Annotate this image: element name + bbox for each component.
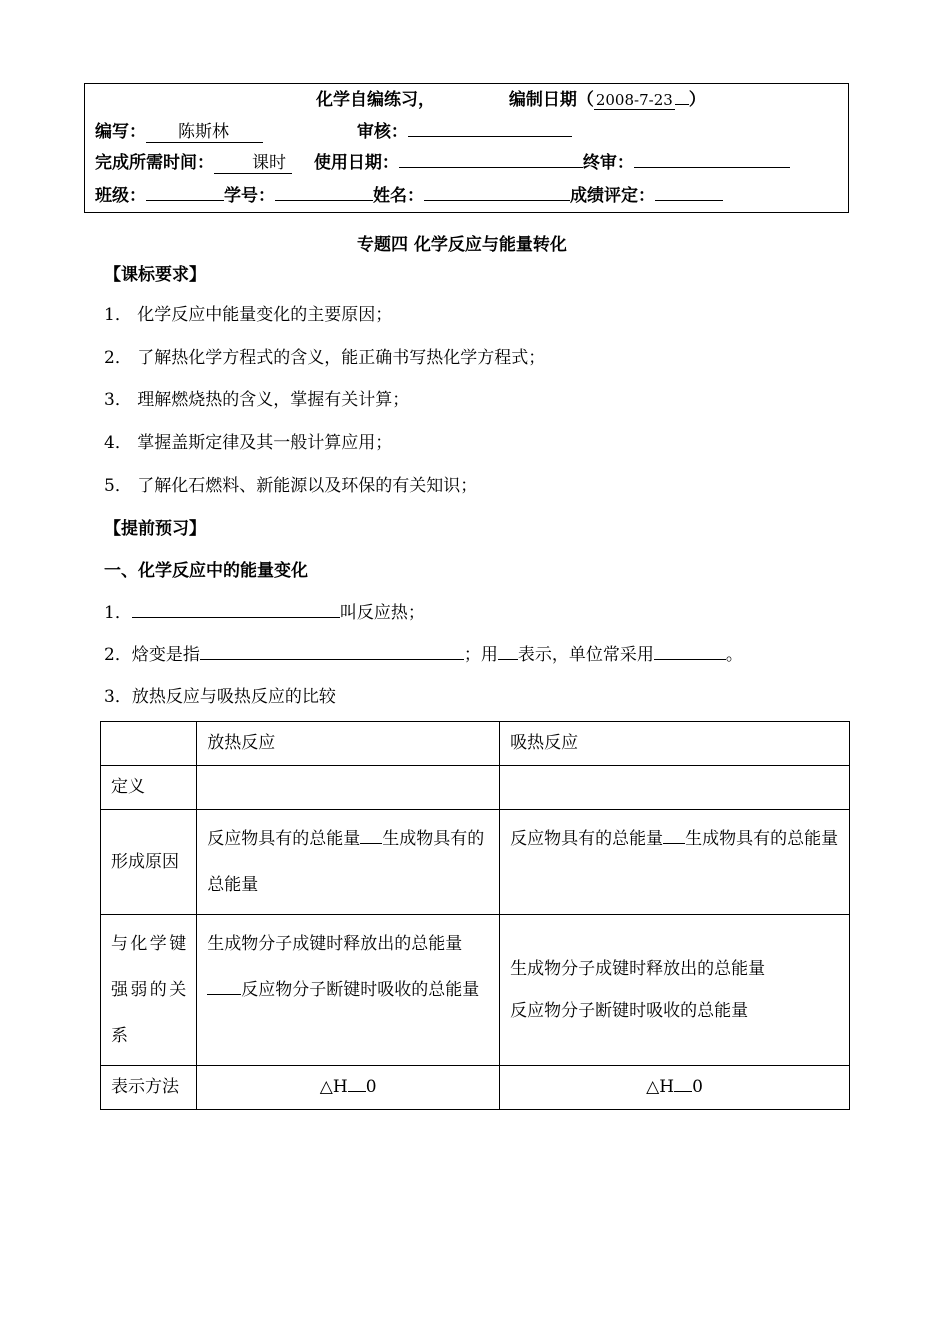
student-id-label: 学号： [224, 186, 275, 206]
cause-exo-blank[interactable] [360, 827, 382, 844]
bond-endo-text-b: 反应物分子断键时吸收的总能量 [510, 1001, 749, 1021]
row-label: 表示方法 [101, 1066, 197, 1110]
table-header-row [101, 722, 850, 766]
notation-endo-zero: 0 [692, 1077, 703, 1097]
header-title-row [316, 85, 706, 110]
review-label: 审核： [356, 122, 408, 142]
requirements-heading: 【课标要求】 [104, 265, 206, 285]
comparison-table [100, 721, 850, 1110]
table-row-definition [101, 766, 850, 810]
cause-exo-cell [197, 810, 500, 915]
use-date-field[interactable] [399, 149, 583, 168]
q1-number: 1． [104, 603, 132, 623]
cause-endo-text-b: 生成物具有的总能量 [685, 829, 839, 849]
row-label: 形成原因 [101, 810, 197, 915]
grade-field[interactable] [655, 182, 723, 201]
cause-exo-text-a: 反应物具有的总能量 [207, 829, 361, 849]
student-row [95, 181, 723, 206]
question-3: 3．放热反应与吸热反应的比较 [104, 687, 336, 707]
q2-prefix: 2．焓变是指 [104, 645, 200, 665]
time-row [95, 148, 790, 173]
requirement-item: 4． 掌握盖斯定律及其一般计算应用； [104, 433, 393, 453]
definition-exo-cell[interactable] [197, 766, 500, 810]
definition-endo-cell[interactable] [500, 766, 850, 810]
question-2 [104, 640, 743, 665]
bond-exo-blank[interactable] [207, 978, 241, 995]
header-title: 化学自编练习， [316, 90, 435, 110]
cause-endo-text-a: 反应物具有的总能量 [510, 829, 664, 849]
review-field[interactable] [408, 118, 572, 137]
class-label: 班级： [95, 186, 146, 206]
cause-endo-blank[interactable] [663, 827, 685, 844]
cause-endo-cell [500, 810, 850, 915]
q2-blank-3[interactable] [654, 642, 726, 660]
final-field[interactable] [634, 149, 790, 168]
notation-exo-blank[interactable] [348, 1075, 366, 1092]
header-cell-endothermic: 吸热反应 [500, 722, 850, 766]
date-close: ） [688, 90, 706, 110]
notation-endo-delta-h: △H [646, 1077, 675, 1097]
q2-mid-2: 表示，单位常采用 [517, 645, 654, 665]
student-id-field[interactable] [275, 182, 373, 201]
use-date-label: 使用日期： [313, 153, 399, 173]
grade-label: 成绩评定： [570, 186, 655, 206]
bond-exo-text-a: 生成物分子成键时释放出的总能量 [207, 934, 463, 954]
q2-end: 。 [725, 645, 743, 665]
table-row-notation [101, 1066, 850, 1110]
bond-endo-cell [500, 915, 850, 1066]
requirement-item: 5． 了解化石燃料、新能源以及环保的有关知识； [104, 476, 478, 496]
question-1 [104, 598, 425, 623]
row-label: 定义 [101, 766, 197, 810]
requirement-item: 1． 化学反应中能量变化的主要原因； [104, 305, 393, 325]
q2-blank-2[interactable] [498, 642, 518, 660]
bond-exo-cell [197, 915, 500, 1066]
author-label: 编写： [95, 122, 146, 142]
date-label: 编制日期（ [508, 90, 594, 110]
topic-title: 专题四 化学反应与能量转化 [357, 235, 567, 255]
notation-exo-zero: 0 [365, 1077, 377, 1097]
time-value[interactable]: 课时 [214, 153, 292, 174]
requirement-item: 3． 理解燃烧热的含义，掌握有关计算； [104, 390, 410, 410]
cause-exo-text-b: 生成物具有的总能量 [207, 829, 485, 895]
author-row [95, 117, 572, 142]
q2-blank-1[interactable] [200, 642, 464, 660]
name-label: 姓名： [373, 186, 424, 206]
header-cell-exothermic: 放热反应 [197, 722, 500, 766]
q1-blank[interactable] [132, 600, 340, 618]
section-one-title: 一、化学反应中的能量变化 [104, 561, 308, 581]
q2-mid-1: ；用 [463, 645, 498, 665]
row-label: 与化学键强弱的关系 [101, 915, 197, 1066]
q1-text: 叫反应热； [339, 603, 425, 623]
time-label: 完成所需时间： [95, 153, 214, 173]
date-value: 2008-7-23 [595, 91, 673, 109]
final-label: 终审： [582, 153, 634, 173]
author-value[interactable]: 陈斯林 [146, 122, 263, 143]
requirement-item: 2． 了解热化学方程式的含义，能正确书写热化学方程式； [104, 348, 546, 368]
bond-endo-text-a: 生成物分子成键时释放出的总能量 [510, 959, 766, 979]
bond-exo-text-b: 反应物分子断键时吸收的总能量 [241, 980, 480, 1000]
name-field[interactable] [424, 182, 570, 201]
notation-endo-blank[interactable] [674, 1075, 692, 1092]
preview-heading: 【提前预习】 [104, 519, 206, 539]
notation-endo-cell [500, 1066, 850, 1110]
table-row-cause [101, 810, 850, 915]
notation-exo-delta-h: △H [319, 1077, 348, 1097]
notation-exo-cell [197, 1066, 500, 1110]
class-field[interactable] [146, 182, 224, 201]
header-cell-empty [101, 722, 197, 766]
table-row-bond [101, 915, 850, 1066]
